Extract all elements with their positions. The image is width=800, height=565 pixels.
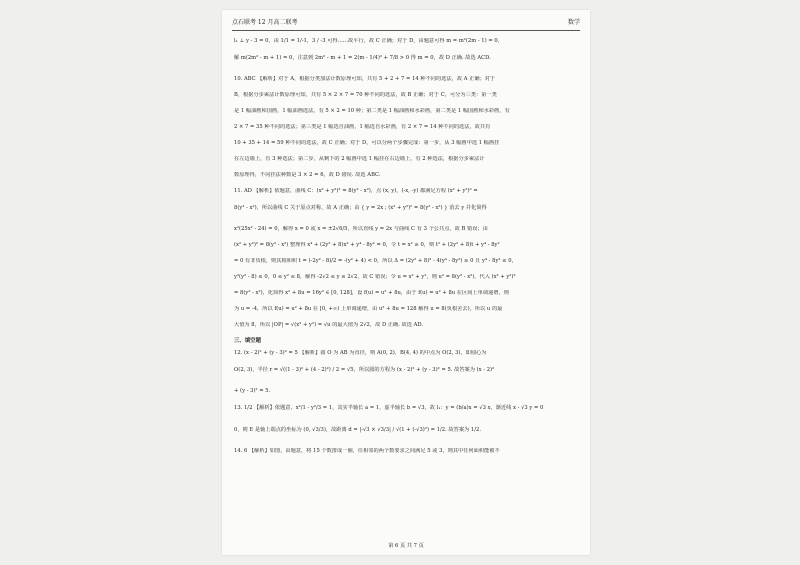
text-line: = 8(y² - x²)，化简得 x² + 8u = 16y² ∈ [0, 128]，设 f(u) = u² + 8u，由于 f(u) = u² + 8u 在区间上单调递增，则	[234, 290, 509, 296]
page-footer: 第 6 页 共 7 页	[388, 543, 424, 549]
text-line: 解 m(2m² - m + 1) = 0，注意到 2m² - m + 1 = 2(m - 1/4)² + 7/8 > 0 得 m = 0，故 D 正确. 故选 ACD.	[234, 55, 491, 61]
text-line: 数原理得，不同挂法种数是 3 × 2 = 6，故 D 错误. 故选 ABC.	[234, 172, 381, 178]
text-line: 是 1 幅油画和国画，1 幅油画选法，有 5 × 2 = 10 种；第二类是 1 幅油画和水彩画，第二类是 1 幅国画和水彩画，有	[234, 108, 510, 114]
header-left: 点石联考 12 月高二联考	[232, 19, 298, 26]
text-line: l₁ ⊥ y - 3 = 0，由 1/1 = 1/-1，3 / -3 可得……故平行，故 C 正确；对于 D，由题意可得 m = m²(2m - 1) = 0，	[234, 38, 503, 44]
header-subject: 数学	[567, 19, 580, 26]
text-line: 0，则 E 是轴上端点的坐标为 (0, √3/3)，故距离 d = |-√3 × √3/3| / √(1 + (-√3)²) = 1/2. 故答案为 1/2.	[234, 427, 482, 433]
text-line: = 0 有非负根，则其根和积 t = (-2y² - 8)/2 = -(y² + 4) < 0，所以 Δ = (2y² + 8)² - 4(y⁴ - 8y²) ≥ 0 且 y⁴ - 8y² ≤ 0，	[234, 258, 517, 264]
document-page	[222, 10, 590, 555]
page-header	[232, 16, 580, 31]
text-line: 2 × 7 = 35 种不同的选法；第三类是 1 幅选自油画，1 幅选自水彩画，有 2 × 7 = 14 种不同的选法，故共有	[234, 124, 491, 130]
text-line: 在左边墙上，有 3 种选法；第二步，从剩下的 2 幅画中选 1 幅挂在右边墙上，有 2 种选法，根据分步乘法计	[234, 156, 485, 162]
text-line: + (y - 3)² = 5.	[234, 388, 271, 394]
text-line: y²(y² - 8) ≤ 0，0 ≤ y² ≤ 8，解得 -2√2 ≤ y ≤ 2√2，故 C 错误；令 u = x² + y²，则 u² = 8(y² - x²)，代入 (x² + y²)²	[234, 274, 516, 280]
section-heading: 三、填空题	[234, 338, 261, 344]
text-line: B，根据分步乘法计数原理可知，共有 5 × 2 × 7 = 70 种不同的选法，故 B 正确；对于 C，可分为三类：第一类	[234, 92, 497, 98]
text-line: O(2, 3)，半径 r = √((1 - 3)² + (4 - 2)²) / 2 = √5，所以圆的方程为 (x - 2)² + (y - 3)² = 5. 故答案为 (x - 2)²	[234, 367, 495, 373]
text-line: (x² + y²)² = 8(y² - x²) 整理得 x⁴ + (2y² + 8)x² + y⁴ - 8y² = 0，令 t = x² ≥ 0，则 t² + (2y² + 8)t + y⁴ - 8y²	[234, 242, 500, 248]
text-line: 13. 1/2 【解析】依题意，x²/1 - y²/3 = 1，其实半轴长 a = 1，虚半轴长 b = √3，故 l₁：y = (b/a)x = √3 x，渐近线 x - √3 y = 0	[234, 405, 544, 411]
text-line: x²(25x² - 24) = 0，解得 x = 0 或 x = ±2√6/5，所以直线 y = 2x 与曲线 C 有 3 个公共点，故 B 错误；由	[234, 226, 488, 232]
text-line: 11. AD 【解析】依题意，曲线 C：(x² + y²)² = 8(y² - x²)，点 (x, y)，(-x, -y) 都满足方程 (x² + y²)² =	[234, 188, 478, 194]
text-line: 10. ABC 【解析】对于 A，根据分类加法计数原理可知，共有 5 + 2 + 7 = 14 种不同的选法，故 A 正确；对于	[234, 76, 496, 82]
text-line: 12. (x - 2)² + (y - 3)² = 5 【解析】圆 O 为 AB 为直径，则 A(0, 2)，B(4, 4) 的中点为 O(2, 3)，即圆心为	[234, 350, 487, 356]
text-line: 为 u = -4，所以 f(u) = u² + 8u 在 [0, +∞) 上单调递增，由 u² + 8u = 128 解得 u = 8(负根舍去)，所以 u 的最	[234, 306, 503, 312]
text-line: 14. 6 【解析】如图，由题意，将 15 个数排成一圈，任相邻的两个数要求之间满足 5 或 3，则其中任何面积能被不	[234, 448, 500, 454]
page-body	[234, 38, 578, 464]
text-line: 8(y² - x²)，所以曲线 C 关于原点对称，故 A 正确；由 { y = 2x ; (x² + y²)² = 8(y² - x²) } 消去 y 并化简得	[234, 205, 487, 211]
text-line: 10 + 35 + 14 = 59 种不同的选法，故 C 正确；对于 D，可以分两个步骤完成：第一步，从 3 幅画中选 1 幅画挂	[234, 140, 500, 146]
text-line: 大值为 8，所以 |OP| = √(x² + y²) = √u 的最大值为 2√2，故 D 正确. 故选 AD.	[234, 322, 424, 328]
